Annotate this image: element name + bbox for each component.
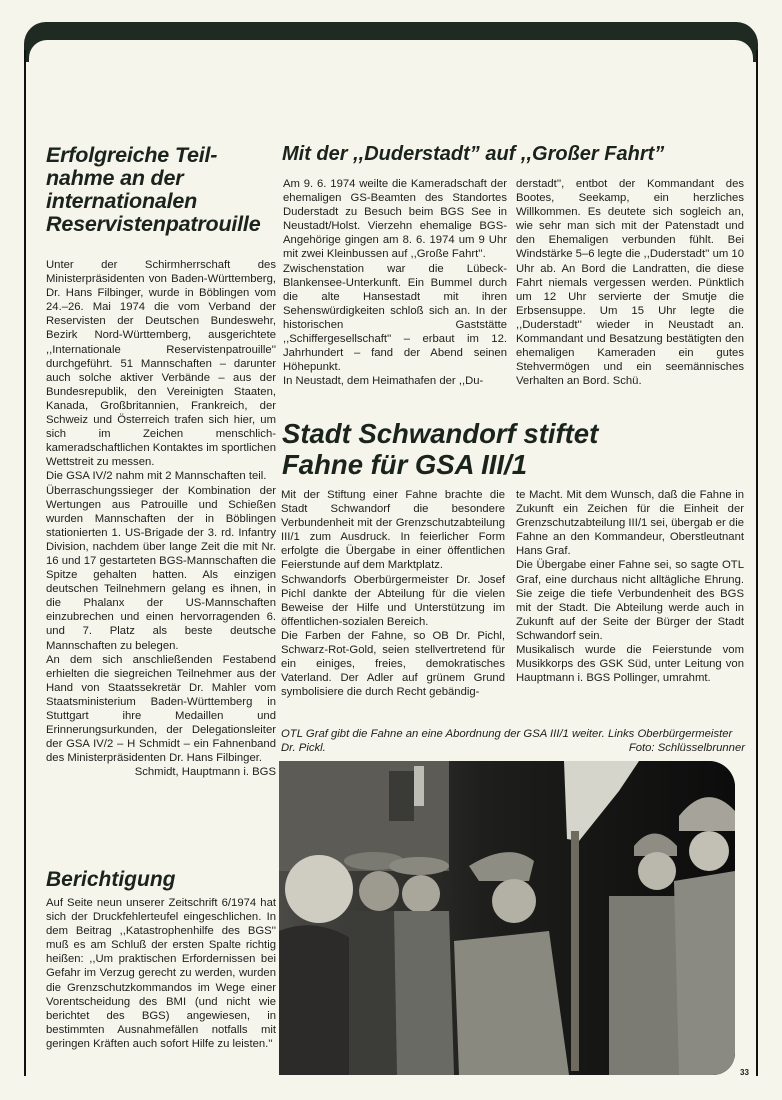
paragraph: Schwandorfs Oberbürgermeister Dr. Josef Pichl dankte der Abteilung für die vielen Beweise der Hilfe und Unterstützung im öffentlichen-sozialen Bereich. — [281, 573, 505, 628]
paragraph: Musikalisch wurde die Feierstunde vom Musikkorps des GSK Süd, unter Leitung von Hauptmann i. BGS Pollinger, umrahmt. — [516, 644, 744, 685]
schwandorf-headline — [282, 418, 752, 480]
page-number: 33 — [740, 1068, 749, 1077]
duderstadt-column-1 — [283, 177, 507, 388]
reservisten-headline — [46, 144, 278, 236]
headline-line: internationalen — [46, 189, 198, 213]
page-frame-inner — [29, 40, 753, 80]
headline-line: Stadt Schwandorf stiftet — [282, 418, 599, 449]
headline-line: nahme an der — [46, 166, 184, 190]
paragraph: Überraschungssieger der Kombination der Wertungen aus Patrouille und Schießen wurden Mannschaften der in Böblingen stationierten 1. US-Brigade der 3. rd. Infantry Division, nachdem über lange Zeit die mit Nr. 16 und 17 gestarteten BGS-Mannschaften die Spitze gehalten hatten. Als einzigen deutschen Teilnehmern gelang es ihnen, in die Phalanx der US-Mannschaften einzubrechen und einen hervorragenden 6. und 7. Platz als beste deutsche Mannschaften zu belegen. — [46, 484, 276, 652]
schwandorf-column-2 — [516, 488, 744, 685]
caption-text: OTL Graf gibt die Fahne an eine Abordnung der GSA III/1 weiter. Links Oberbürgermeister Dr. Pickl. — [281, 728, 733, 754]
page-frame-right-rule — [756, 50, 758, 1076]
photo-caption — [281, 727, 745, 755]
headline-line: Fahne für GSA III/1 — [282, 449, 527, 480]
paragraph: Zwischenstation war die Lübeck-Blankensee-Unterkunft. Ein Bummel durch die alte Hansestadt mit ihren Sehenswürdigkeiten schloß sich an. In der historischen Gaststätte ,,Schiffergesellschaft'' – erbaut im 12. Jahrhundert – fand der Abend seinen Höhepunkt. — [283, 262, 507, 374]
photo-illustration — [279, 761, 735, 1075]
duderstadt-headline: Mit der ,,Duderstadt” auf ,,Großer Fahrt” — [282, 143, 665, 165]
paragraph: Die GSA IV/2 nahm mit 2 Mannschaften teil. — [46, 470, 267, 483]
berichtigung-headline: Berichtigung — [46, 868, 176, 891]
page-frame-left-rule — [24, 50, 26, 1076]
paragraph: Die Farben der Fahne, so OB Dr. Pichl, Schwarz-Rot-Gold, seien stellvertretend für ein einiges, freies, demokratisches Vaterland. Der Adler auf grünem Grund symbolisiere die durch Recht gebändig- — [281, 629, 505, 699]
paragraph: Auf Seite neun unserer Zeitschrift 6/1974 hat sich der Druckfehlerteufel eingeschlichen. In dem Beitrag ,,Katastrophenhilfe des BGS'' muß es am Schluß der ersten Spalte richtig heißen: ,,Um praktischen Erfordernissen bei Gefahr im Verzug gerecht zu werden, wurden die Grenzschutzkommandos im Wege einer Vorentscheidung des BMI (und nicht wie berichtet des BGS) angewiesen, in bestimmten Ausnahmefällen notfalls mit geringen Kräften auch sofort Hilfe zu leisten.'' — [46, 897, 276, 1050]
paragraph: Die Übergabe einer Fahne sei, so sagte OTL Graf, eine durchaus nicht alltägliche Ehrung. Sie zeige die tiefe Verbundenheit des BGS mit der Stadt. Die Abteilung werde auch in Zukunft auf der Seite der Bürger der Stadt Schwandorf sein. — [516, 559, 744, 642]
author-signature: Schmidt, Hauptmann i. BGS — [134, 766, 276, 779]
headline-line: Reservistenpatrouille — [46, 212, 261, 236]
flag-ceremony-photo — [279, 761, 735, 1075]
paragraph: Mit der Stiftung einer Fahne brachte die Stadt Schwandorf die besondere Verbundenheit mit der Grenzschutzabteilung III/1 zum Ausdruck. In feierlicher Form erfolgte die Übergabe in einer öffentlichen Feierstunde auf dem Marktplatz. — [281, 489, 505, 572]
photo-credit: Foto: Schlüsselbrunner — [628, 742, 745, 754]
paragraph: In Neustadt, dem Heimathafen der ,,Du- — [283, 375, 484, 388]
paragraph: Am 9. 6. 1974 weilte die Kameradschaft der ehemaligen GS-Beamten des Standortes Duderstadt zu Besuch beim BGS See in Neustadt/Holst. Vierzehn ehemalige BGS-Angehörige gingen am 8. 6. 1974 um 9 Uhr mit zwei Kleinbussen auf ,,Große Fahrt''. — [283, 178, 507, 261]
schwandorf-column-1 — [281, 488, 505, 699]
reservisten-body — [46, 258, 276, 779]
paragraph: An dem sich anschließenden Festabend erhielten die siegreichen Teilnehmer aus der Hand von Staatssekretär Dr. Mahler vom Staatsministerium Baden-Württemberg in Stuttgart ihre Medaillen und Erinnerungsurkunden, der Delegationsleiter der GSA IV/2 – H Schmidt – ein Fahnenband des Ministerpräsidenten Dr. Hans Filbinger. — [46, 653, 276, 765]
headline-line: Erfolgreiche Teil- — [46, 143, 218, 167]
duderstadt-column-2 — [516, 177, 744, 388]
berichtigung-body — [46, 896, 276, 1051]
paragraph: te Macht. Mit dem Wunsch, daß die Fahne in Zukunft ein Zeichen für die Einheit der Grenzschutzabteilung III/1 sei, übergab er die Fahne an den Kommandeur, Oberstleutnant Hans Graf. — [516, 489, 744, 558]
paragraph: Unter der Schirmherrschaft des Ministerpräsidenten von Baden-Württemberg, Dr. Hans Filbinger, wurde in Böblingen vom 24.–26. Mai 1974 die vom Verband der Reservisten der Deutschen Bundeswehr, Bezirk Nord-Württemberg, ausgerichtete ,,Internationale Reservistenpatrouille'' durchgeführt. 51 Mannschaften – darunter auch solche aktiver Verbände – aus der Bundesrepublik, den Vereinigten Staaten, Kanada, Großbritannien, Frankreich, der Schweiz und Österreich trafen sich hier, um sich im Zeichen menschlich-kameradschaftlichen Kontaktes im sportlichen Wettstreit zu messen. — [46, 259, 276, 469]
paragraph: derstadt'', entbot der Kommandant des Bootes, Seekamp, ein herzliches Willkommen. Es deutete sich sogleich an, wie sehr man sich mit der Patenstadt und den Ehemaligen verbunden fühlt. Bei Windstärke 5–6 legte die ,,Duderstadt'' um 10 Uhr ab. An Bord die Landratten, die diese Fahrt niemals vergessen werden. Pünktlich um 12 Uhr servierte der Smutje die Erbsensuppe. Um 15 Uhr legte die ,,Duderstadt'' wieder in Neustadt an. Kommandant und Besatzung bestätigten den ehemaligen Kameraden ein gutes Stehvermögen und ein seemännisches Verhalten an Bord. Schü. — [516, 178, 744, 388]
